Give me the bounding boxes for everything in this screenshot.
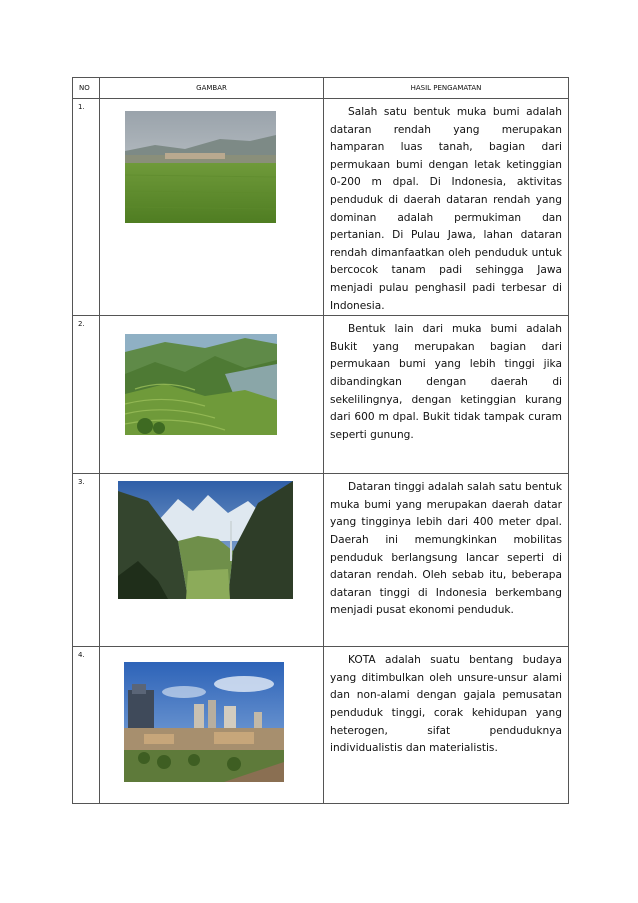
row-number: 2. <box>73 316 100 474</box>
lowland-rice-field-photo <box>125 111 276 223</box>
row-number: 4. <box>73 647 100 804</box>
table-row <box>73 474 569 647</box>
header-no: NO <box>73 78 100 99</box>
hill-terrace-photo <box>125 334 277 435</box>
image-cell <box>100 474 324 647</box>
highland-valley-photo <box>118 481 293 599</box>
observation-paragraph: Salah satu bentuk muka bumi adalah dataran rendah yang merupakan hamparan luas tanah, bagian dari permukaan bumi dengan letak ketinggian 0-200 m dpal. Di Indonesia, aktivitas penduduk di daerah dataran rendah yang dominan adalah permukiman dan pertanian. Di Pulau Jawa, lahan dataran rendah dimanfaatkan oleh penduduk untuk bercocok tanam padi sehingga Jawa menjadi pulau penghasil padi terbesar di Indonesia. <box>330 106 562 312</box>
image-cell <box>100 99 324 316</box>
table-row <box>73 316 569 474</box>
image-cell <box>100 647 324 804</box>
row-number: 3. <box>73 474 100 647</box>
header-gambar: GAMBAR <box>100 78 324 99</box>
city-skyline-photo <box>124 662 284 782</box>
observation-text <box>324 316 569 474</box>
observation-text <box>324 99 569 316</box>
observation-text <box>324 647 569 804</box>
observation-text <box>324 474 569 647</box>
table-row <box>73 99 569 316</box>
image-cell <box>100 316 324 474</box>
observation-table <box>72 77 569 804</box>
table-row <box>73 647 569 804</box>
observation-paragraph: Dataran tinggi adalah salah satu bentuk muka bumi yang merupakan daerah datar yang tingginya lebih dari 400 meter dpal. Daerah ini memungkinkan mobilitas penduduk berlangsung lancar seperti di dataran rendah. Oleh sebab itu, beberapa dataran tinggi di Indonesia berkembang menjadi pusat ekonomi penduduk. <box>330 481 562 617</box>
header-hasil-pengamatan: HASIL PENGAMATAN <box>324 78 569 99</box>
header-row <box>73 78 569 99</box>
observation-paragraph: KOTA adalah suatu bentang budaya yang ditimbulkan oleh unsure-unsur alami dan non-alami dengan gajala pemusatan penduduk tinggi, corak kehidupan yang heterogen, sifat penduduknya individualistis dan materialistis. <box>330 654 562 755</box>
observation-paragraph: Bentuk lain dari muka bumi adalah Bukit yang merupakan bagian dari permukaan bumi yang lebih tinggi jika dibandingkan dengan daerah di sekelilingnya, dengan ketinggian kurang dari 600 m dpal. Bukit tidak tampak curam seperti gunung. <box>330 323 562 441</box>
row-number: 1. <box>73 99 100 316</box>
